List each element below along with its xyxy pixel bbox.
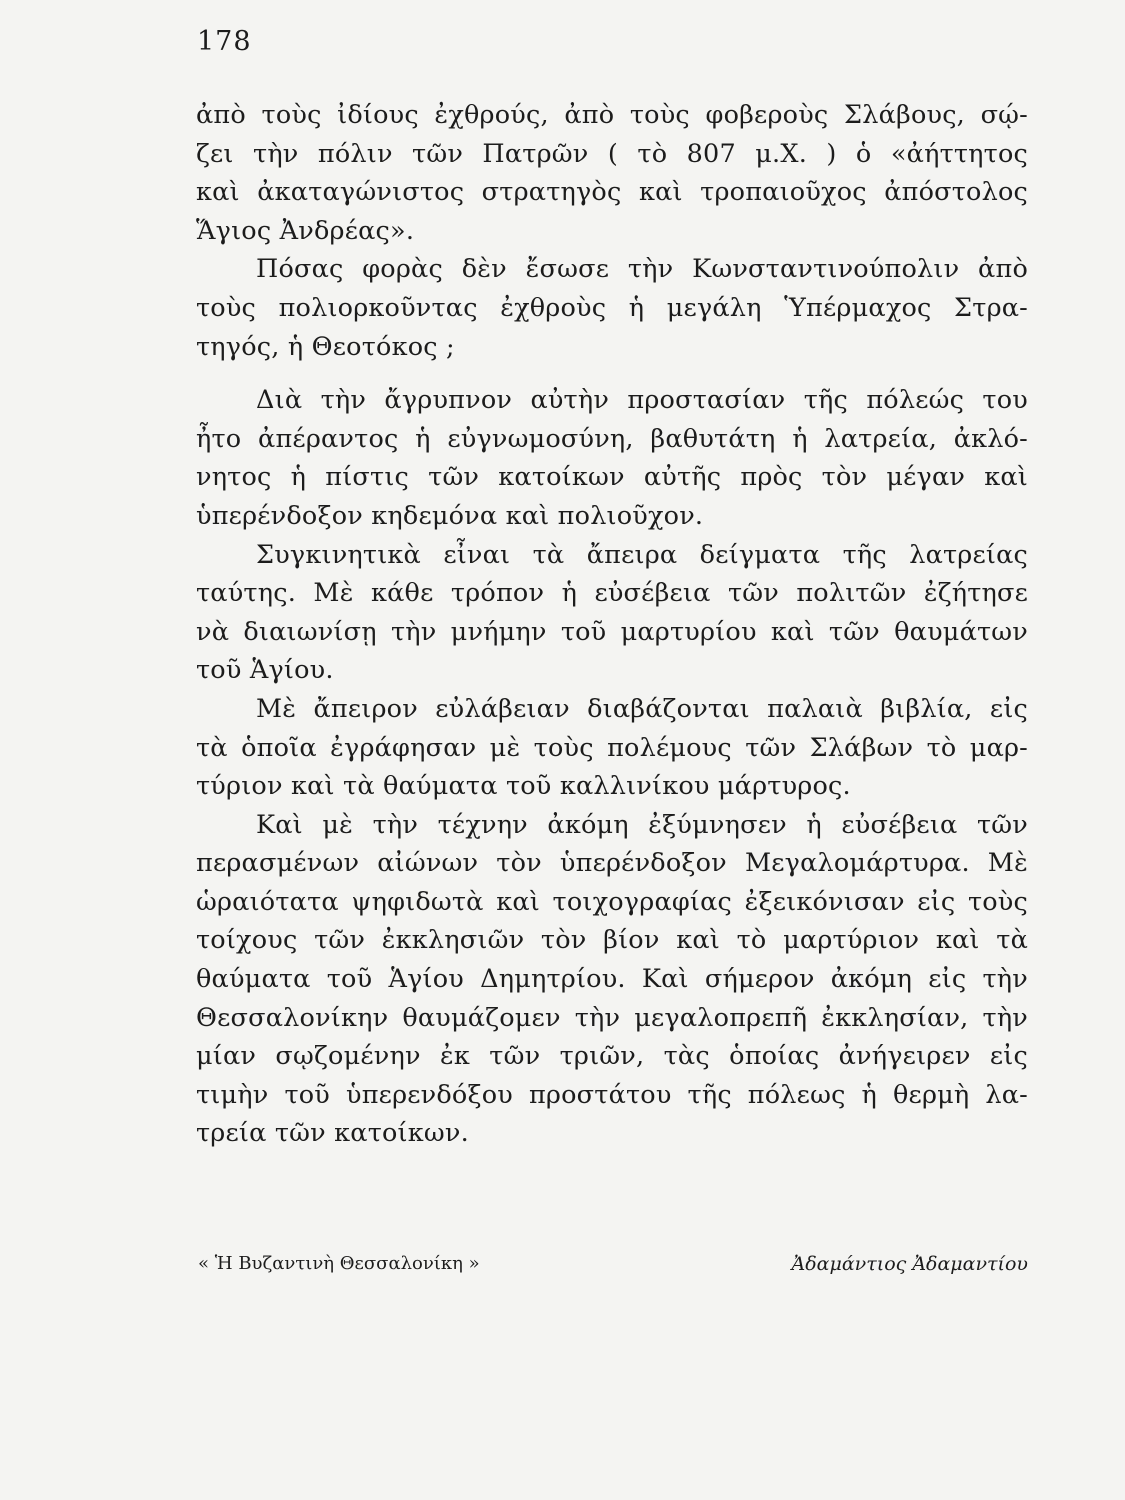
source-title: « Ἡ Βυζαντινὴ Θεσσαλονίκη »	[198, 1253, 480, 1274]
text-line: Ἅγιος Ἀνδρέας».	[196, 215, 415, 246]
text-line: Θεσσαλονίκην θαυμάζομεν τὴν μεγαλοπρεπῆ ἐκκλησίαν, τὴν	[196, 1002, 1028, 1033]
citation-footer	[198, 1253, 1028, 1275]
text-line: ἦτο ἀπέραντος ἡ εὐγνωμοσύνη, βαθυτάτη ἡ λατρεία, ἀκλό-	[196, 423, 1028, 454]
text-line: ζει τὴν πόλιν τῶν Πατρῶν ( τὸ 807 μ.Χ. ) ὁ «ἀήττητος	[196, 138, 1028, 169]
text-line: Συγκινητικὰ εἶναι τὰ ἄπειρα δείγματα τῆς λατρείας	[256, 539, 1028, 570]
text-line: καὶ ἀκαταγώνιστος στρατηγὸς καὶ τροπαιοῦχος ἀπόστολος	[196, 177, 1028, 208]
text-line: τοίχους τῶν ἐκκλησιῶν τὸν βίον καὶ τὸ μαρτύριον καὶ τὰ	[196, 925, 1028, 956]
text-line: νὰ διαιωνίσῃ τὴν μνήμην τοῦ μαρτυρίου καὶ τῶν θαυμάτων	[196, 616, 1028, 647]
text-line: Πόσας φορὰς δὲν ἔσωσε τὴν Κωνσταντινούπολιν ἀπὸ	[256, 254, 1028, 285]
body-text	[196, 96, 1028, 1153]
text-line: τρεία τῶν κατοίκων.	[196, 1118, 469, 1149]
text-line: τὰ ὁποῖα ἐγράφησαν μὲ τοὺς πολέμους τῶν Σλάβων τὸ μαρ-	[196, 732, 1028, 763]
text-line: ἀπὸ τοὺς ἰδίους ἐχθρούς, ἀπὸ τοὺς φοβεροὺς Σλάβους, σῴ-	[196, 100, 1028, 130]
text-line: ὑπερένδοξον κηδεμόνα καὶ πολιοῦχον.	[196, 500, 704, 531]
text-line: ταύτης. Μὲ κάθε τρόπον ἡ εὐσέβεια τῶν πολιτῶν ἐζήτησε	[196, 578, 1028, 609]
text-line: θαύματα τοῦ Ἁγίου Δημητρίου. Καὶ σήμερον ἀκόμη εἰς τὴν	[196, 964, 1028, 995]
text-line: τοὺς πολιορκοῦντας ἐχθροὺς ἡ μεγάλη Ὑπέρμαχος Στρα-	[196, 292, 1028, 323]
text-line: περασμένων αἰώνων τὸν ὑπερένδοξον Μεγαλομάρτυρα. Μὲ	[196, 848, 1028, 879]
text-line: Καὶ μὲ τὴν τέχνην ἀκόμη ἐξύμνησεν ἡ εὐσέβεια τῶν	[256, 809, 1028, 840]
text-line: τιμὴν τοῦ ὑπερενδόξου προστάτου τῆς πόλεως ἡ θερμὴ λα-	[196, 1079, 1028, 1110]
text-line: μίαν σῳζομένην ἐκ τῶν τριῶν, τὰς ὁποίας ἀνήγειρεν εἰς	[196, 1041, 1028, 1072]
text-line: ὡραιότατα ψηφιδωτὰ καὶ τοιχογραφίας ἐξεικόνισαν εἰς τοὺς	[196, 886, 1028, 917]
author-name: Ἀδαμάντιος Ἀδαμαντίου	[791, 1253, 1028, 1275]
text-line: τύριον καὶ τὰ θαύματα τοῦ καλλινίκου μάρτυρος.	[196, 771, 851, 802]
text-line: νητος ἡ πίστις τῶν κατοίκων αὐτῆς πρὸς τὸν μέγαν καὶ	[196, 462, 1028, 493]
text-line: τοῦ Ἁγίου.	[196, 655, 334, 686]
text-line: Διὰ τὴν ἄγρυπνον αὐτὴν προστασίαν τῆς πόλεώς του	[256, 385, 1028, 416]
text-line: τηγός, ἡ Θεοτόκος ;	[196, 331, 455, 362]
page-number: 178	[197, 26, 252, 57]
text-line: Μὲ ἄπειρον εὐλάβειαν διαβάζονται παλαιὰ βιβλία, εἰς	[256, 693, 1028, 724]
